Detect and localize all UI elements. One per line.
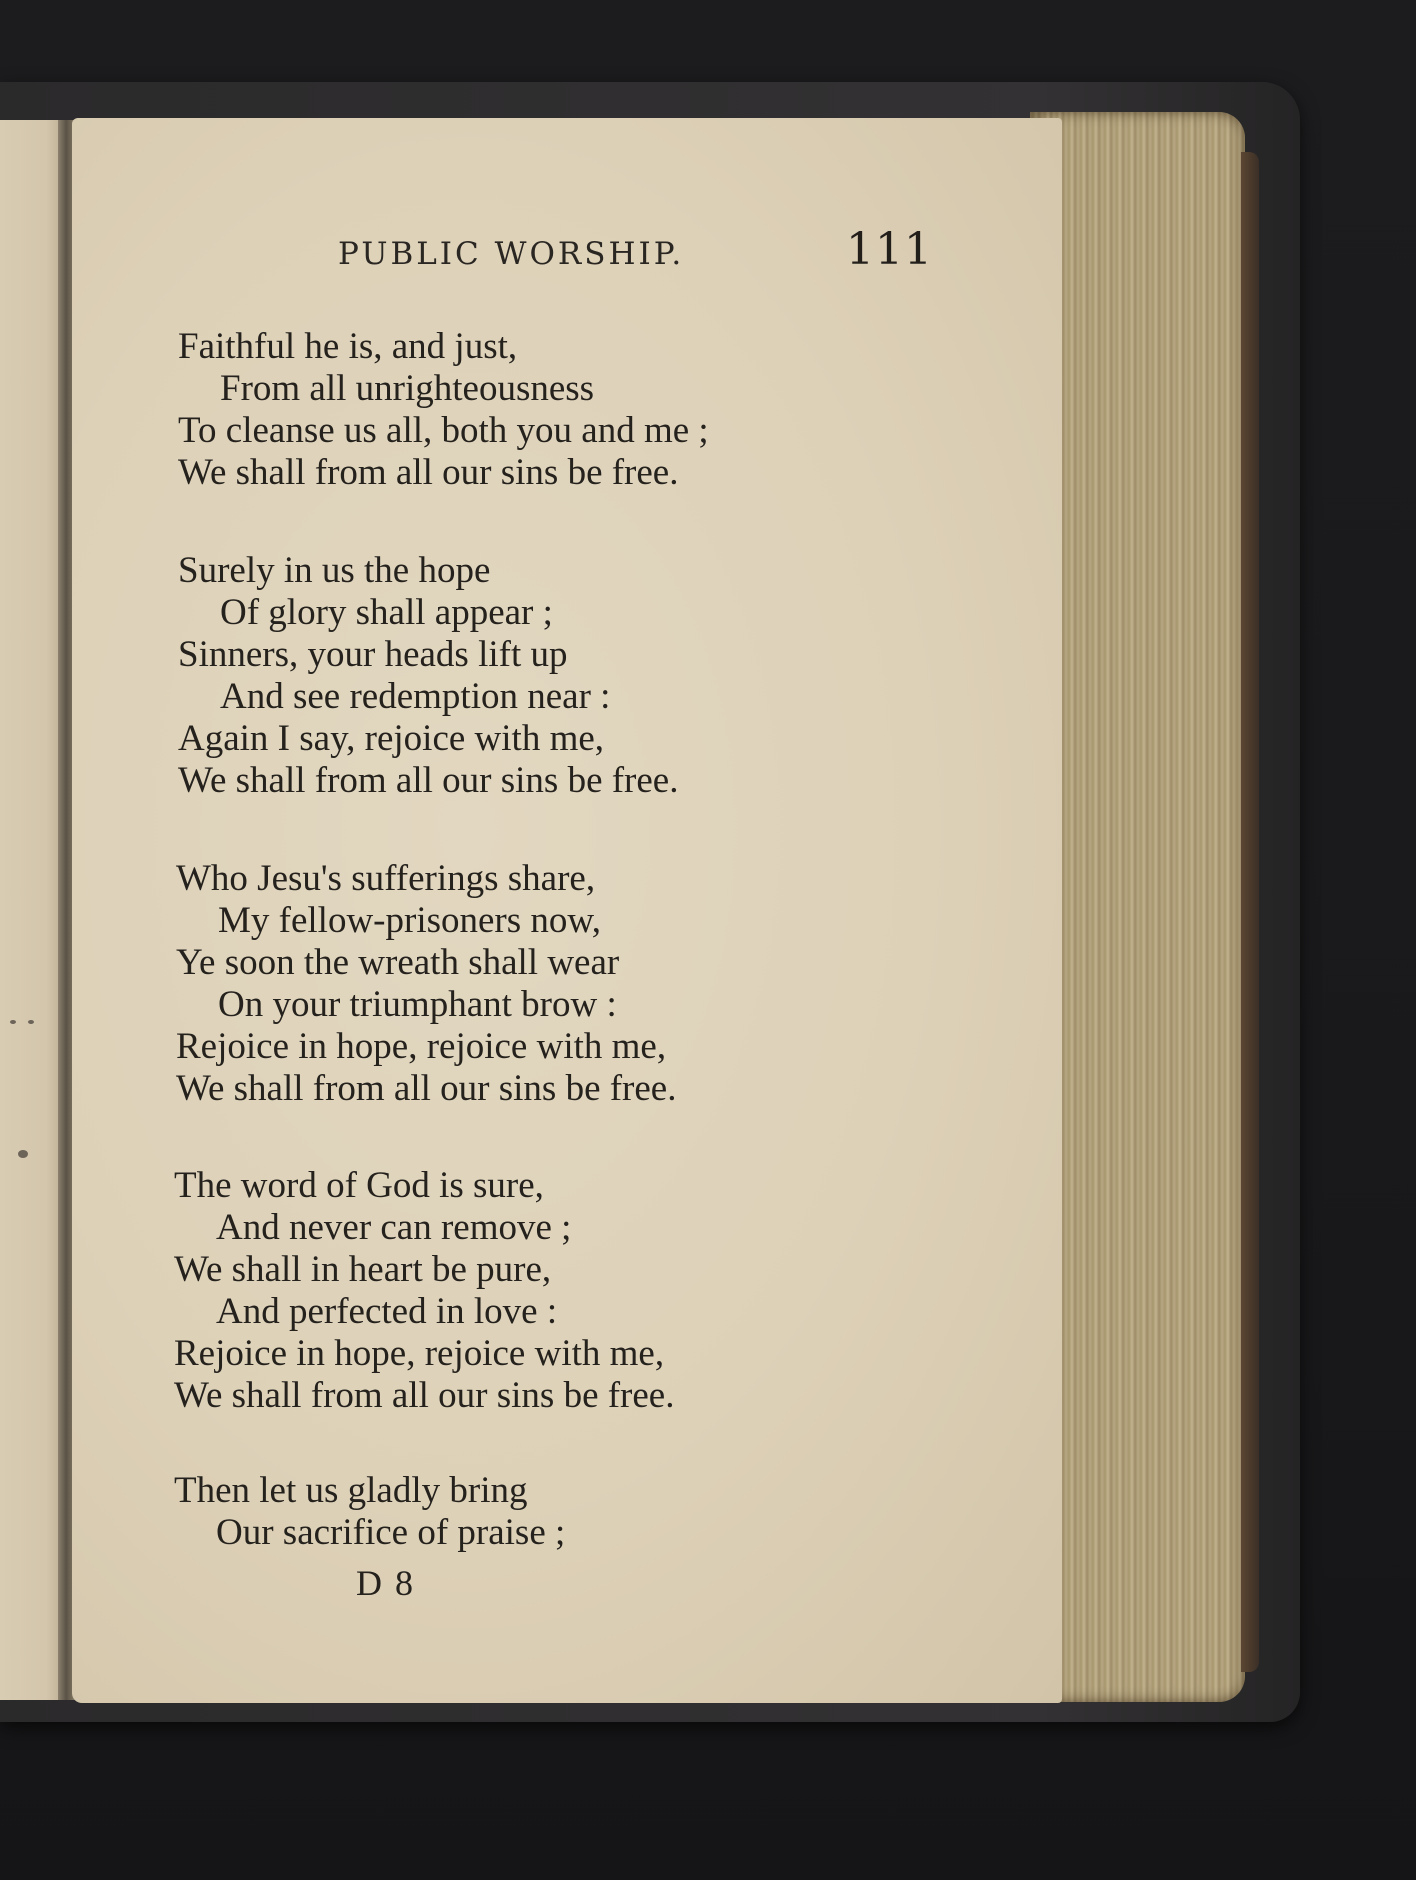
verse-line: And see redemption near :: [220, 676, 611, 717]
page-number: 111: [846, 224, 933, 275]
verse-line: Of glory shall appear ;: [220, 592, 553, 633]
verse-line: Ye soon the wreath shall wear: [176, 942, 620, 983]
verse-line: We shall from all our sins be free.: [178, 760, 679, 801]
verse-line: We shall from all our sins be free.: [178, 452, 679, 493]
verse-line: We shall from all our sins be free.: [176, 1068, 677, 1109]
ink-speck: [10, 1020, 16, 1024]
verse-line: Faithful he is, and just,: [178, 326, 518, 367]
verse-line: On your triumphant brow :: [218, 984, 617, 1025]
verse-line: From all unrighteousness: [220, 368, 595, 409]
verse-line: Rejoice in hope, rejoice with me,: [176, 1026, 667, 1067]
page-block-fore-edge: [1030, 112, 1245, 1702]
verse-line: To cleanse us all, both you and me ;: [178, 410, 709, 451]
verse-line: My fellow-prisoners now,: [218, 900, 601, 941]
stanza-1: [178, 326, 709, 494]
verse-line: And perfected in love :: [216, 1291, 558, 1332]
verse-line: Sinners, your heads lift up: [178, 634, 568, 675]
stanza-5: [174, 1470, 565, 1554]
ink-speck: [28, 1020, 34, 1024]
stanza-3: [176, 858, 676, 1110]
running-head: PUBLIC WORSHIP.: [338, 236, 685, 272]
signature-mark: D 8: [356, 1563, 415, 1603]
verse-line: Who Jesu's sufferings share,: [176, 858, 596, 899]
verse-line: Our sacrifice of praise ;: [216, 1512, 566, 1553]
verse-line: We shall in heart be pure,: [174, 1249, 552, 1290]
left-page-edge: [0, 120, 66, 1700]
stanza-2: [178, 550, 678, 802]
verse-line: Then let us gladly bring: [174, 1470, 528, 1511]
verse-line: And never can remove ;: [216, 1207, 572, 1248]
verse-line: The word of God is sure,: [174, 1165, 544, 1206]
verse-line: Again I say, rejoice with me,: [178, 718, 605, 759]
verse-line: Surely in us the hope: [178, 550, 491, 591]
verse-line: Rejoice in hope, rejoice with me,: [174, 1333, 665, 1374]
verse-line: We shall from all our sins be free.: [174, 1375, 675, 1416]
stanza-4: [174, 1165, 674, 1417]
ink-speck: [18, 1150, 28, 1158]
